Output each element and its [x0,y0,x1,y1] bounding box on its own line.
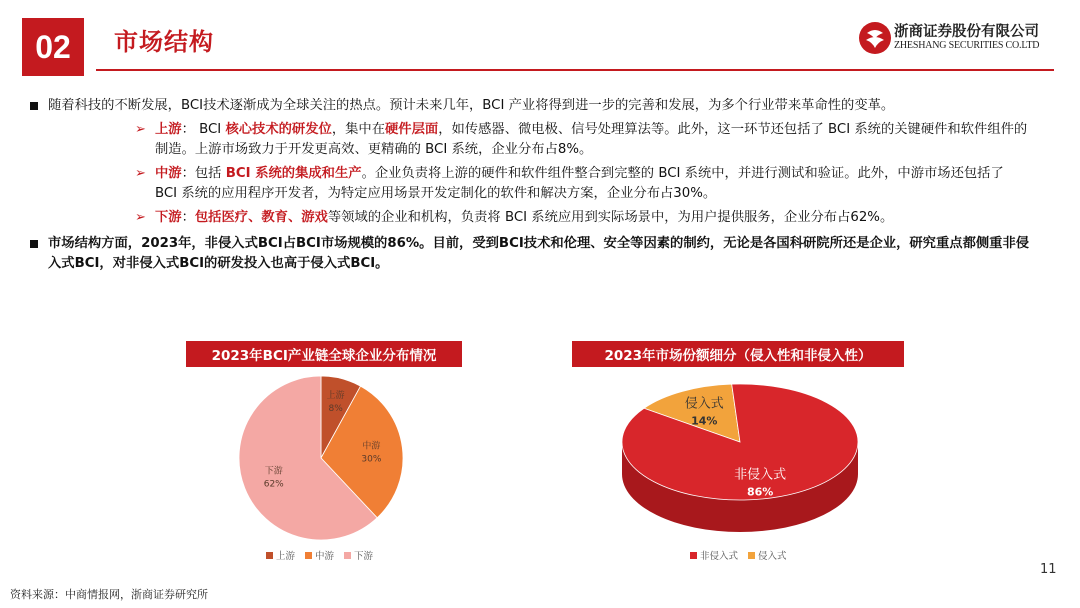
bullet-market-text: 市场结构方面，2023年，非侵入式BCI占BCI市场规模的86%。目前，受到BCI技术和伦理、安全等因素的制约，无论是各国科研院所还是企业，研究重点都侧重非侵入式BCI，对非侵入式BCI的研发投入也高于侵入式BCI。 [48,236,1030,271]
slice-value-label: 30% [361,454,382,465]
square-bullet-icon [30,240,38,248]
slice-value-label: 62% [263,479,284,490]
upstream-text-1: ： BCI [181,122,226,137]
legend-item [266,548,295,562]
legend-item [748,548,787,562]
midstream-text-1: ：包括 [181,166,226,181]
bullet-market-structure [28,234,1038,274]
slice-category-label: 中游 [362,441,381,452]
upstream-highlight-2: 硬件层面 [385,122,439,137]
square-bullet-icon [30,102,38,110]
chart2-legend [690,548,787,562]
downstream-text-1: ： [181,210,195,225]
chart2-pie [612,370,872,545]
page-number: 11 [1040,562,1057,577]
slice-category-label: 上游 [326,390,345,401]
title-divider [96,69,1054,71]
page-title: 市场结构 [114,28,214,56]
zheshang-logo-icon [858,21,892,55]
arrow-bullet-icon: ➢ [135,210,146,225]
chart1-legend [266,548,373,562]
arrow-bullet-icon: ➢ [135,122,146,137]
legend-label: 非侵入式 [700,551,739,562]
chart1-pie [226,372,416,542]
legend-swatch [266,552,273,559]
slice-value-label: 14% [691,414,718,428]
legend-item [690,548,738,562]
logo-name-cn: 浙商证券股份有限公司 [894,24,1039,40]
section-number: 02 [22,18,84,76]
chart1-title: 2023年BCI产业链全球企业分布情况 [186,341,462,367]
sub-item-downstream [133,208,1029,228]
legend-label: 下游 [354,551,374,562]
legend-item [344,548,373,562]
midstream-highlight: BCI 系统的集成和生产 [225,166,362,181]
company-logo [858,19,1058,59]
slice-category-label: 下游 [264,466,283,477]
legend-label: 中游 [315,551,335,562]
slice-value-label: 86% [746,485,774,499]
legend-swatch [748,552,755,559]
chart2-title: 2023年市场份额细分（侵入性和非侵入性） [572,341,904,367]
upstream-text-2: ，集中在 [331,122,386,137]
slice-value-label: 8% [328,403,343,414]
source-note: 资料来源：中商情报网，浙商证券研究所 [10,588,208,601]
legend-swatch [344,552,351,559]
downstream-label: 下游 [155,210,182,225]
body-content [28,96,1038,274]
upstream-highlight-1: 核心技术的研发位 [225,122,332,137]
upstream-text-3: ，如传感器、微电极、信号处理算法等。此外，这一环节还包括了 BCI 系统的关键硬件和软件组件的制造。上游市场致力于开发更高效、更精确的 BCI 系统，企业分布占8%。 [155,122,1028,157]
midstream-label: 中游 [155,166,182,181]
bullet-intro-text: 随着科技的不断发展，BCI技术逐渐成为全球关注的热点。预计未来几年，BCI 产业将得到进一步的完善和发展，为多个行业带来革命性的变革。 [48,98,895,113]
sub-item-upstream [133,120,1029,160]
legend-label: 上游 [276,551,296,562]
midstream-text-2: 。企业负责将上游的硬件和软件组件整合到完整的 BCI 系统中，并进行测试和验证。此外，中游市场还包括了 BCI 系统的应用程序开发者，为特定应用场景开发定制化的软件和解决方案，企业分布占30%。 [155,166,1004,201]
logo-name-en: ZHESHANG SECURITIES CO.LTD [894,40,1040,51]
downstream-text-2: 等领域的企业和机构，负责将 BCI 系统应用到实际场景中，为用户提供服务，企业分布占62%。 [327,210,894,225]
downstream-highlight: 包括医疗、教育、游戏 [194,210,328,225]
slice-category-label: 非侵入式 [734,467,787,483]
legend-item [305,548,334,562]
slice-category-label: 侵入式 [684,396,724,412]
upstream-label: 上游 [155,122,182,137]
bullet-intro [28,96,1038,116]
legend-label: 侵入式 [758,551,787,562]
sub-item-midstream [133,164,1029,204]
legend-swatch [305,552,312,559]
arrow-bullet-icon: ➢ [135,166,146,181]
legend-swatch [690,552,697,559]
